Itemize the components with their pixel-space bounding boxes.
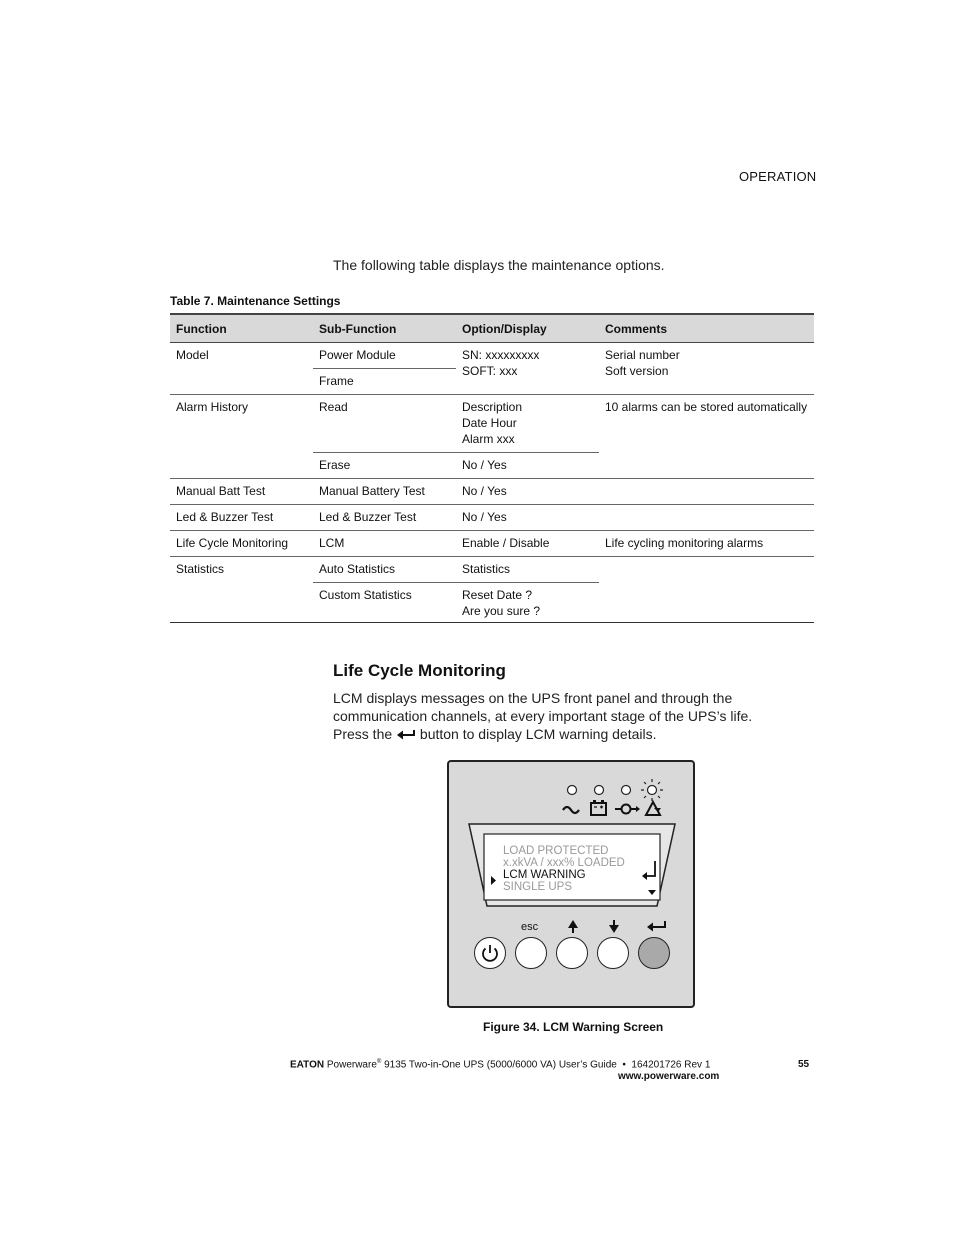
down-button[interactable]: [597, 937, 629, 969]
cell-sub-function: Custom Statistics: [313, 583, 456, 623]
column-header: Option/Display: [456, 314, 599, 343]
enter-icon: [647, 921, 665, 932]
cell-option: Statistics: [456, 557, 599, 583]
option-line: SOFT: xxx: [462, 364, 518, 378]
option-line: Date Hour: [462, 416, 517, 430]
cell-sub-function: Frame: [313, 369, 456, 395]
ac-input-icon: [563, 807, 579, 813]
cell-function: Alarm History: [170, 395, 313, 479]
body-text-part: button to display LCM warning details.: [419, 726, 657, 742]
cell-comment: [599, 505, 814, 531]
lcd-line-2: x.xkVA / xxx% LOADED: [503, 857, 625, 869]
section-body: [333, 689, 803, 743]
cell-sub-function: Erase: [313, 453, 456, 479]
cell-option: No / Yes: [456, 505, 599, 531]
power-button[interactable]: [474, 937, 506, 969]
intro-text: The following table displays the maintenance options.: [333, 257, 665, 273]
cell-comment: Life cycling monitoring alarms: [599, 531, 814, 557]
esc-label: esc: [521, 921, 539, 933]
table-row: [170, 395, 814, 453]
figure-caption: Figure 34. LCM Warning Screen: [483, 1020, 664, 1034]
cell-option: No / Yes: [456, 479, 599, 505]
body-line: communication channels, at every important stage of the UPS’s life.: [333, 708, 753, 724]
cell-option: [456, 395, 599, 453]
cell-sub-function: Led & Buzzer Test: [313, 505, 456, 531]
table-row: [170, 505, 814, 531]
cell-option: Enable / Disable: [456, 531, 599, 557]
table-row: [170, 479, 814, 505]
section-title: Life Cycle Monitoring: [333, 661, 506, 680]
power-icon: [475, 938, 505, 968]
body-line: LCM displays messages on the UPS front panel and through the: [333, 690, 733, 706]
led-icon: [568, 786, 577, 795]
column-header: Function: [170, 314, 313, 343]
cell-sub-function: Auto Statistics: [313, 557, 456, 583]
cell-option: [456, 343, 599, 395]
enter-button[interactable]: [638, 937, 670, 969]
cell-sub-function: Power Module: [313, 343, 456, 369]
cell-function: Life Cycle Monitoring: [170, 531, 313, 557]
cell-function: Statistics: [170, 557, 313, 623]
lcd-line-1: LOAD PROTECTED: [503, 845, 609, 857]
option-line: Reset Date ?: [462, 588, 533, 602]
page-number: 55: [798, 1059, 810, 1070]
section-header: OPERATION: [739, 169, 817, 184]
lcd-line-3: LCM WARNING: [503, 869, 586, 881]
maintenance-table: [170, 313, 814, 623]
cell-function: Model: [170, 343, 313, 395]
cell-option: [456, 583, 599, 623]
bypass-icon: [615, 805, 640, 814]
column-header: Comments: [599, 314, 814, 343]
option-line: Are you sure ?: [462, 604, 541, 618]
led-icon: [595, 786, 604, 795]
ups-front-panel: [447, 760, 695, 1008]
body-text-part: Press the: [333, 726, 393, 742]
cell-option: No / Yes: [456, 453, 599, 479]
footer-url[interactable]: www.powerware.com: [618, 1071, 720, 1082]
alarm-icon: [646, 802, 661, 815]
option-line: SN: xxxxxxxxx: [462, 348, 540, 362]
table-row: [170, 343, 814, 369]
cell-comment: [599, 479, 814, 505]
cell-function: Manual Batt Test: [170, 479, 313, 505]
table-row: [170, 557, 814, 583]
cell-sub-function: Read: [313, 395, 456, 453]
comment-line: Serial number: [605, 348, 680, 362]
cell-sub-function: Manual Battery Test: [313, 479, 456, 505]
cell-comment: [599, 557, 814, 623]
table-header-row: [170, 314, 814, 343]
footer-title: 9135 Two-in-One UPS (5000/6000 VA) User’s Guide • 164201726 Rev 1: [381, 1059, 711, 1071]
esc-button[interactable]: [515, 937, 547, 969]
body-line-3: [333, 725, 803, 743]
footer-reg-mark: ®: [376, 1059, 382, 1065]
footer-brand: EATON: [290, 1059, 325, 1071]
comment-line: Soft version: [605, 364, 669, 378]
led-icon: [641, 779, 663, 801]
cell-comment: [599, 343, 814, 395]
footer-line: [290, 1059, 710, 1070]
cell-comment: 10 alarms can be stored automatically: [599, 395, 814, 479]
up-arrow-icon: [568, 920, 578, 933]
footer-product: Powerware: [326, 1059, 377, 1071]
option-line: Description: [462, 400, 523, 414]
front-panel-drawing: [449, 762, 693, 1006]
table-row: [170, 531, 814, 557]
lcd-line-4: SINGLE UPS: [503, 881, 573, 893]
cell-function: Led & Buzzer Test: [170, 505, 313, 531]
enter-icon: [396, 729, 416, 741]
table-caption: Table 7. Maintenance Settings: [170, 294, 341, 308]
led-icon: [622, 786, 631, 795]
battery-icon: [591, 800, 606, 815]
down-arrow-icon: [609, 920, 619, 933]
up-button[interactable]: [556, 937, 588, 969]
cell-sub-function: LCM: [313, 531, 456, 557]
option-line: Alarm xxx: [462, 432, 515, 446]
column-header: Sub-Function: [313, 314, 456, 343]
